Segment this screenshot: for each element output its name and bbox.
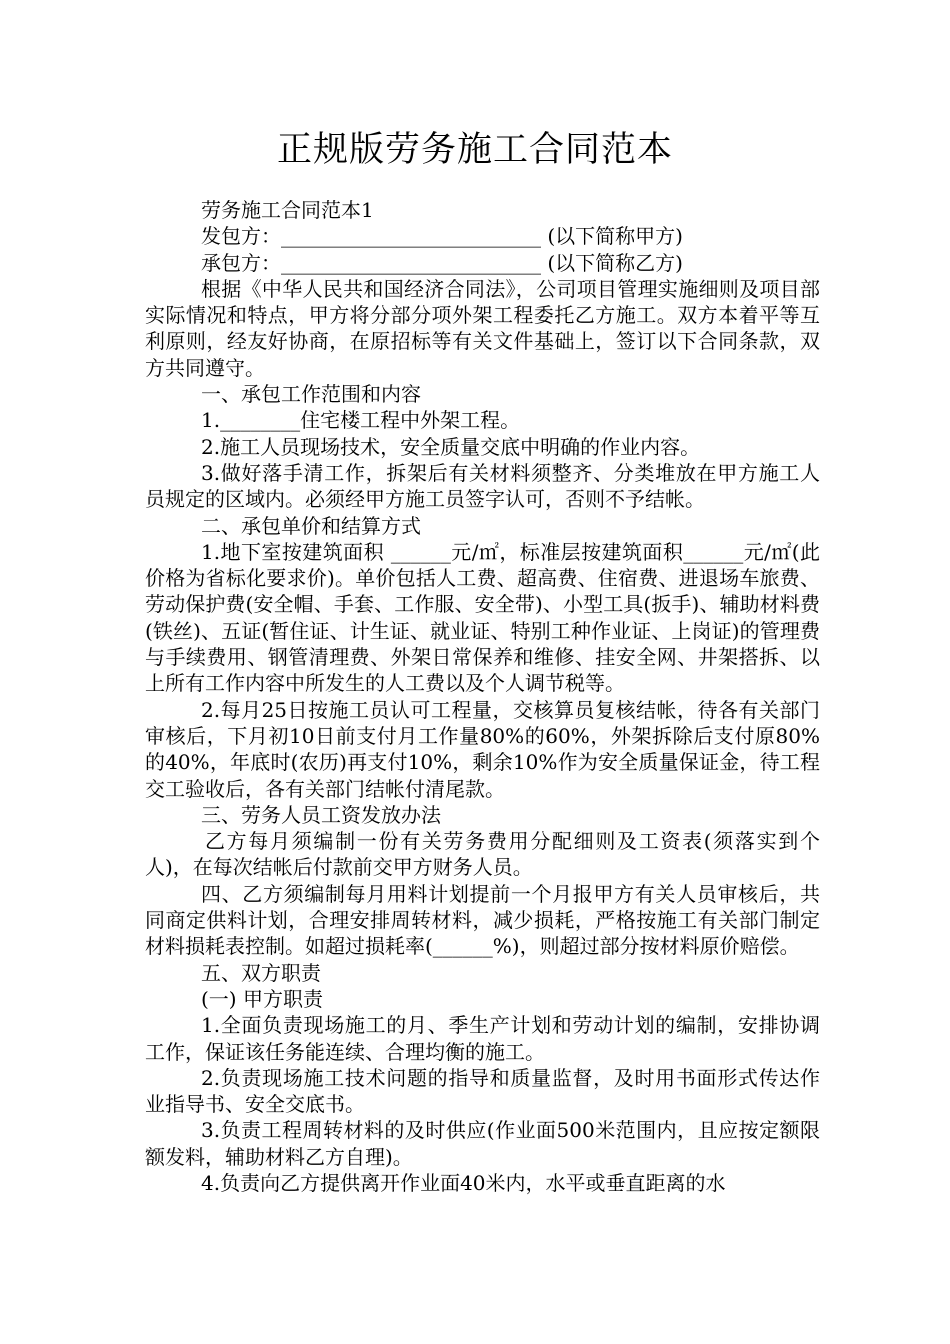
section-heading: 二、承包单价和结算方式 (201, 513, 421, 538)
preamble-paragraph: 根据《中华人民共和国经济合同法》，公司项目管理实施细则及项目部实际情况和特点，甲方将分部分项外架工程委托乙方施工。双方本着平等互利原则，经友好协商，在原招标等有关文件基础上，签订以下合同条款，双方共同遵守。 (145, 276, 820, 380)
clause-paragraph: 2.负责现场施工技术问题的指导和质量监督，及时用书面形式传达作业指导书、安全交底书。 (145, 1065, 820, 1117)
clause-paragraph: 2.每月25日按施工员认可工程量，交核算员复核结帐，待各有关部门审核后，下月初10日前支付月工作量80%的60%，外架拆除后支付原80%的40%，年底时(农历)再支付10%，剩余10%作为安全质量保证金，待工程交工验收后，各有关部门结帐付清尾款。 (145, 697, 820, 801)
clause-paragraph: 3.负责工程周转材料的及时供应(作业面500米范围内，且应按定额限额发料，辅助材料乙方自理)。 (145, 1118, 820, 1169)
document-body (145, 197, 820, 1196)
clause-paragraph: 1.全面负责现场施工的月、季生产计划和劳动计划的编制，安排协调工作，保证该任务能连续、合理均衡的施工。 (145, 1013, 820, 1064)
section-heading: 三、劳务人员工资发放办法 (201, 802, 441, 827)
clause-paragraph: 4.负责向乙方提供离开作业面40米内，水平或垂直距离的水 (201, 1170, 726, 1195)
document-title: 正规版劳务施工合同范本 (276, 130, 673, 170)
party-b-line: 承包方：__________________________ (以下简称乙方) (201, 250, 683, 275)
clause-paragraph: 3.做好落手清工作，拆架后有关材料须整齐、分类堆放在甲方施工人员规定的区域内。必须经甲方施工员签字认可，否则不予结帐。 (145, 460, 820, 512)
party-a-line: 发包方：__________________________ (以下简称甲方) (201, 224, 683, 249)
section-heading: 五、双方职责 (201, 960, 321, 985)
clause-paragraph: 乙方每月须编制一份有关劳务费用分配细则及工资表(须落实到个人)，在每次结帐后付款前交甲方财务人员。 (145, 829, 820, 880)
clause-paragraph: 2.施工人员现场技术，安全质量交底中明确的作业内容。 (201, 434, 701, 459)
clause-paragraph: 1.地下室按建筑面积 ______元/㎡，标准层按建筑面积______元/㎡(此价格为省标化要求价)。单价包括人工费、超高费、住宿费、进退场车旅费、劳动保护费(安全帽、手套、工作服、安全带)、小型工具(扳手)、辅助材料费(铁丝)、五证(暂住证、计生证、就业证、特别工种作业证、上岗证)的管理费与手续费用、钢管清理费、外架日常保养和维修、挂安全网、井架搭拆、以上所有工作内容中所发生的人工费以及个人调节税等。 (145, 539, 820, 696)
section-heading: 劳务施工合同范本1 (201, 198, 374, 222)
clause-paragraph: 1.________住宅楼工程中外架工程。 (201, 408, 521, 433)
subsection-heading: (一) 甲方职责 (201, 986, 323, 1011)
clause-paragraph: 四、乙方须编制每月用料计划提前一个月报甲方有关人员审核后，共同商定供料计划，合理安排周转材料，减少损耗，严格按施工有关部门制定材料损耗表控制。如超过损耗率(______%)，则超过部分按材料原价赔偿。 (145, 881, 820, 959)
section-heading: 一、承包工作范围和内容 (201, 382, 421, 407)
